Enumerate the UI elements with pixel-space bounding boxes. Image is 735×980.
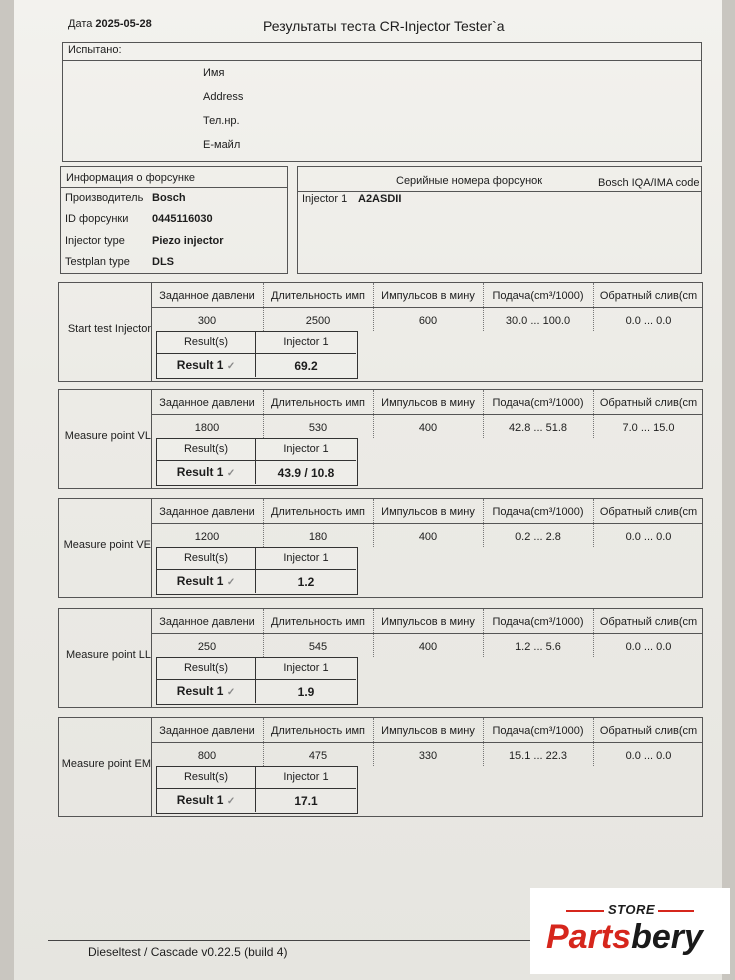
result-value: 69.2 [294, 359, 318, 373]
test-delivery-value: 30.0 ... 100.0 [505, 315, 571, 327]
test-name: Measure point EM [61, 758, 151, 770]
tested-label: Испытано: [68, 44, 122, 56]
column-header: Заданное давлени [159, 616, 255, 628]
result-table [156, 438, 358, 486]
serials-title: Серийные номера форсунок [396, 175, 543, 187]
result-table [156, 331, 358, 379]
test-pressure-value: 250 [197, 641, 217, 653]
injector-info-panel [60, 166, 288, 274]
column-header: Заданное давлени [159, 506, 255, 518]
result-value: 1.2 [297, 575, 315, 589]
column-header: Длительность имп [270, 506, 365, 518]
test-return-value: 0.0 ... 0.0 [625, 531, 672, 543]
result-label: Result 1 ✓ [176, 684, 236, 698]
column-header: Подача(cm³/1000) [492, 397, 584, 409]
test-pressure-value: 800 [197, 750, 217, 762]
test-name: Measure point VE [63, 539, 151, 551]
test-return-value: 7.0 ... 15.0 [622, 422, 675, 434]
results-header: Result(s) [183, 552, 228, 564]
result-injector-header: Injector 1 [283, 771, 329, 783]
test-pulses-value: 400 [418, 531, 438, 543]
test-name: Measure point VL [64, 430, 151, 442]
footer-version: Dieseltest / Cascade v0.22.5 (build 4) [88, 945, 288, 959]
check-icon: ✓ [226, 577, 236, 588]
column-header: Подача(cm³/1000) [492, 290, 584, 302]
column-header: Обратный слив(cm [599, 290, 698, 302]
column-header: Заданное давлени [159, 397, 255, 409]
test-duration-value: 180 [308, 531, 328, 543]
result-table [156, 766, 358, 814]
test-duration-value: 545 [308, 641, 328, 653]
test-delivery-value: 42.8 ... 51.8 [508, 422, 568, 434]
test-duration-value: 475 [308, 750, 328, 762]
result-label: Result 1 ✓ [176, 358, 236, 372]
check-icon: ✓ [226, 796, 236, 807]
email-field-label: E-майл [203, 139, 241, 151]
test-name: Measure point LL [66, 649, 151, 661]
injector-id-label: ID форсунки [65, 213, 129, 225]
testplan-type-value: DLS [152, 256, 174, 268]
column-header: Обратный слив(cm [599, 725, 698, 737]
test-delivery-value: 15.1 ... 22.3 [508, 750, 568, 762]
column-header: Импульсов в мину [381, 506, 475, 518]
test-block [58, 717, 703, 817]
result-table [156, 547, 358, 595]
result-value: 43.9 / 10.8 [277, 466, 335, 480]
report-title: Результаты теста CR-Injector Tester`a [263, 18, 505, 34]
results-header: Result(s) [183, 771, 228, 783]
test-pressure-value: 300 [197, 315, 217, 327]
column-header: Подача(cm³/1000) [492, 616, 584, 628]
result-value: 17.1 [294, 794, 318, 808]
results-header: Result(s) [183, 662, 228, 674]
test-block [58, 282, 703, 382]
column-header: Подача(cm³/1000) [492, 725, 584, 737]
results-header: Result(s) [183, 336, 228, 348]
test-duration-value: 2500 [305, 315, 331, 327]
injector-info-title: Информация о форсунке [66, 172, 195, 184]
tested-section [62, 42, 702, 162]
address-field-label: Address [203, 91, 244, 103]
column-header: Заданное давлени [159, 290, 255, 302]
check-icon: ✓ [226, 687, 236, 698]
column-header: Длительность имп [270, 397, 365, 409]
injector-id-value: 0445116030 [152, 213, 213, 225]
test-pulses-value: 400 [418, 641, 438, 653]
manufacturer-value: Bosch [152, 192, 186, 204]
test-delivery-value: 0.2 ... 2.8 [515, 531, 561, 543]
injector-type-value: Piezo injector [152, 235, 224, 247]
test-block [58, 389, 703, 489]
result-injector-header: Injector 1 [283, 552, 329, 564]
result-injector-header: Injector 1 [283, 443, 329, 455]
column-header: Импульсов в мину [381, 397, 475, 409]
result-label: Result 1 ✓ [176, 465, 236, 479]
test-block [58, 608, 703, 708]
test-pulses-value: 330 [418, 750, 438, 762]
partsbery-logo [530, 888, 730, 974]
check-icon: ✓ [226, 361, 236, 372]
column-header: Длительность имп [270, 616, 365, 628]
results-header: Result(s) [183, 443, 228, 455]
column-header: Обратный слив(cm [599, 616, 698, 628]
result-label: Result 1 ✓ [176, 793, 236, 807]
manufacturer-label: Производитель [65, 192, 144, 204]
test-name: Start test Injector [67, 323, 151, 335]
serial-injector-code: A2ASDII [358, 193, 402, 205]
logo-brand-text: Partsbery [546, 918, 703, 956]
logo-store-text: STORE [608, 902, 656, 917]
column-header: Импульсов в мину [381, 616, 475, 628]
result-table [156, 657, 358, 705]
test-pulses-value: 600 [418, 315, 438, 327]
bosch-code-header: Bosch IQA/IMA code [598, 177, 700, 189]
column-header: Подача(cm³/1000) [492, 506, 584, 518]
phone-field-label: Тел.нр. [203, 115, 240, 127]
result-injector-header: Injector 1 [283, 662, 329, 674]
column-header: Длительность имп [270, 290, 365, 302]
report-date: Дата 2025-05-28 [68, 18, 152, 30]
test-return-value: 0.0 ... 0.0 [625, 750, 672, 762]
result-injector-header: Injector 1 [283, 336, 329, 348]
column-header: Импульсов в мину [381, 725, 475, 737]
column-header: Длительность имп [270, 725, 365, 737]
test-pulses-value: 400 [418, 422, 438, 434]
check-icon: ✓ [226, 468, 236, 479]
result-label: Result 1 ✓ [176, 574, 236, 588]
test-pressure-value: 1800 [194, 422, 220, 434]
serial-numbers-panel [297, 166, 702, 274]
serial-injector-label: Injector 1 [302, 193, 348, 205]
result-value: 1.9 [297, 685, 315, 699]
test-return-value: 0.0 ... 0.0 [625, 641, 672, 653]
injector-type-label: Injector type [65, 235, 125, 247]
column-header: Импульсов в мину [381, 290, 475, 302]
test-pressure-value: 1200 [194, 531, 220, 543]
column-header: Заданное давлени [159, 725, 255, 737]
testplan-type-label: Testplan type [65, 256, 130, 268]
name-field-label: Имя [203, 67, 225, 79]
column-header: Обратный слив(cm [599, 506, 698, 518]
test-delivery-value: 1.2 ... 5.6 [515, 641, 561, 653]
test-duration-value: 530 [308, 422, 328, 434]
column-header: Обратный слив(cm [599, 397, 698, 409]
test-block [58, 498, 703, 598]
test-return-value: 0.0 ... 0.0 [625, 315, 672, 327]
